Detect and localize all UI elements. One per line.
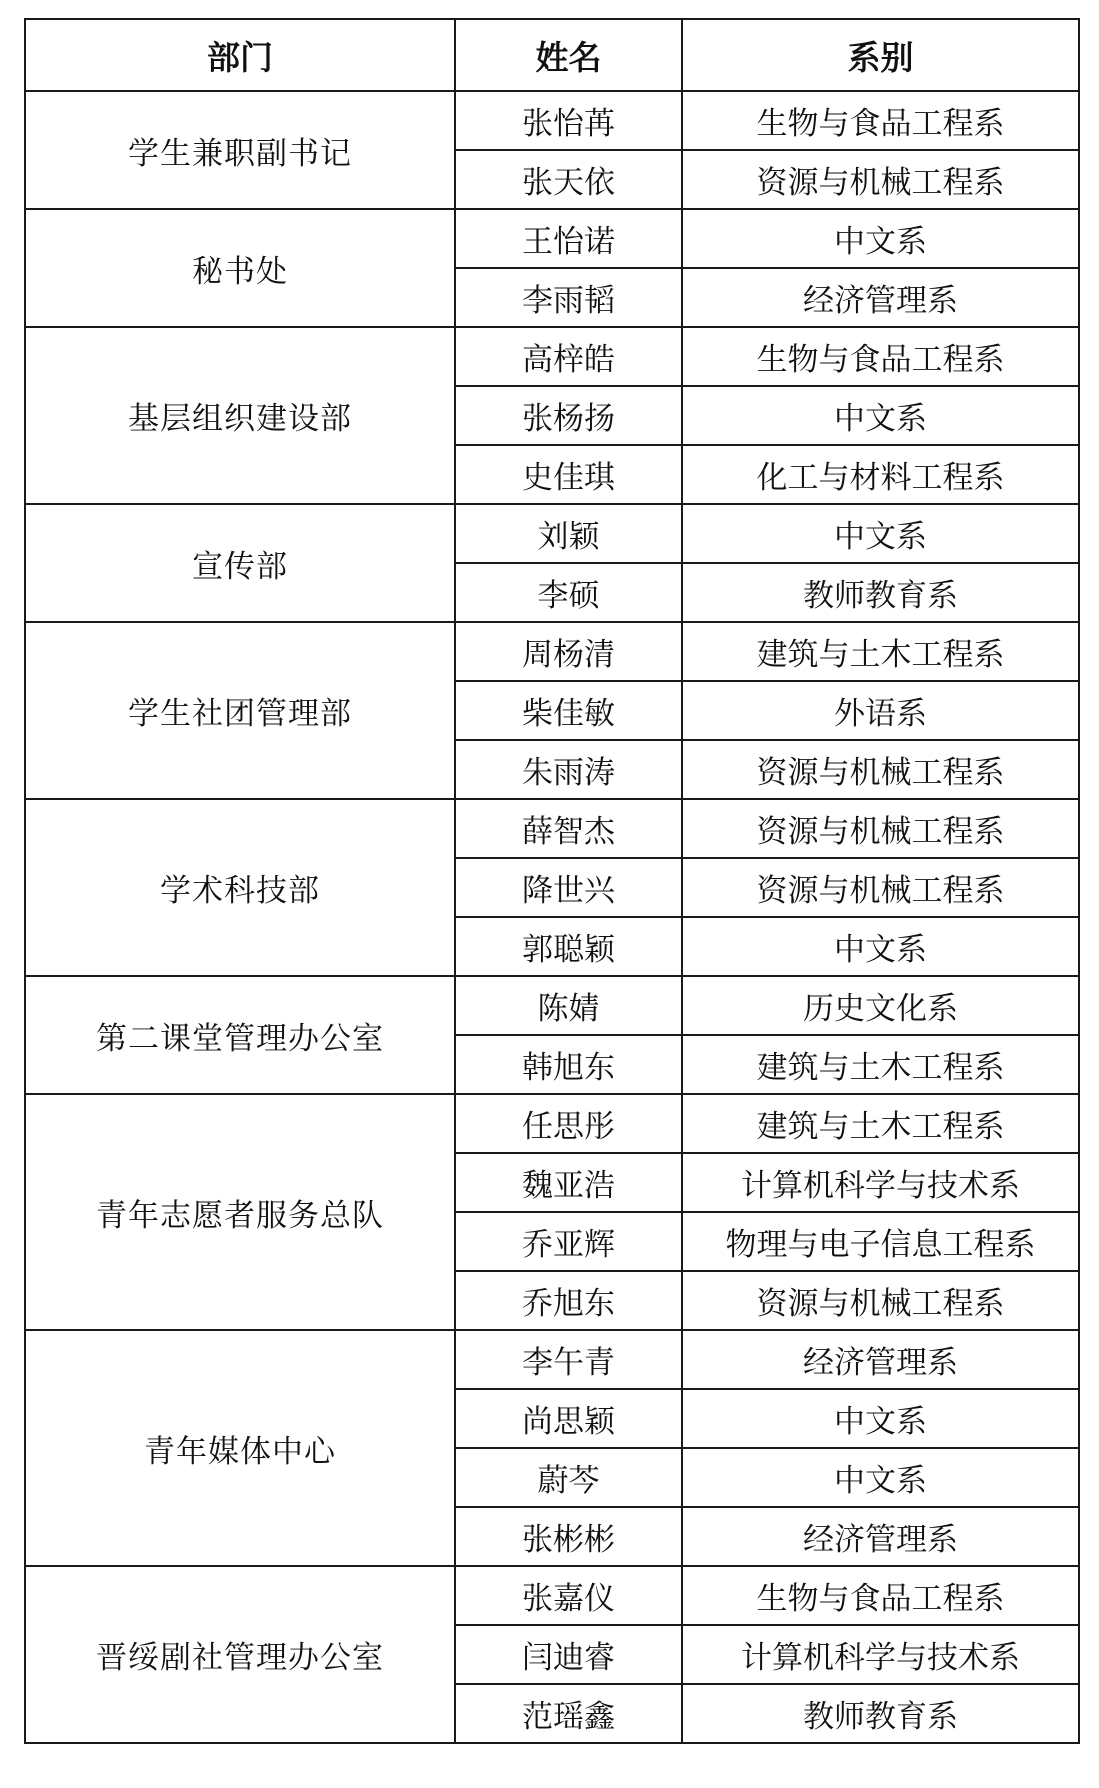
table-row	[25, 91, 1079, 150]
member-name-cell: 李硕	[455, 563, 682, 622]
member-name-cell: 闫迪睿	[455, 1625, 682, 1684]
member-major-cell: 建筑与土木工程系	[682, 1094, 1079, 1153]
member-major-cell: 建筑与土木工程系	[682, 622, 1079, 681]
department-cell: 青年志愿者服务总队	[25, 1094, 455, 1330]
member-name-cell: 张天依	[455, 150, 682, 209]
member-name-cell: 朱雨涛	[455, 740, 682, 799]
table-row	[25, 976, 1079, 1035]
header-dept: 部门	[25, 19, 455, 91]
member-name-cell: 范瑶鑫	[455, 1684, 682, 1743]
member-name-cell: 尚思颖	[455, 1389, 682, 1448]
header-row	[25, 19, 1079, 91]
member-major-cell: 生物与食品工程系	[682, 327, 1079, 386]
member-major-cell: 外语系	[682, 681, 1079, 740]
member-name-cell: 张怡苒	[455, 91, 682, 150]
member-name-cell: 柴佳敏	[455, 681, 682, 740]
member-major-cell: 经济管理系	[682, 268, 1079, 327]
member-name-cell: 张杨扬	[455, 386, 682, 445]
member-major-cell: 中文系	[682, 1389, 1079, 1448]
department-cell: 学生兼职副书记	[25, 91, 455, 209]
department-cell: 学生社团管理部	[25, 622, 455, 799]
member-major-cell: 化工与材料工程系	[682, 445, 1079, 504]
member-major-cell: 中文系	[682, 386, 1079, 445]
member-major-cell: 物理与电子信息工程系	[682, 1212, 1079, 1271]
member-name-cell: 刘颖	[455, 504, 682, 563]
department-cell: 学术科技部	[25, 799, 455, 976]
member-major-cell: 资源与机械工程系	[682, 858, 1079, 917]
member-name-cell: 薛智杰	[455, 799, 682, 858]
member-name-cell: 降世兴	[455, 858, 682, 917]
member-major-cell: 生物与食品工程系	[682, 1566, 1079, 1625]
member-major-cell: 建筑与土木工程系	[682, 1035, 1079, 1094]
member-name-cell: 魏亚浩	[455, 1153, 682, 1212]
member-name-cell: 蔚芩	[455, 1448, 682, 1507]
member-major-cell: 经济管理系	[682, 1330, 1079, 1389]
roster-sheet	[24, 18, 1078, 1744]
roster-body	[25, 91, 1079, 1743]
department-cell: 宣传部	[25, 504, 455, 622]
table-row	[25, 209, 1079, 268]
member-major-cell: 历史文化系	[682, 976, 1079, 1035]
member-name-cell: 李雨韬	[455, 268, 682, 327]
member-name-cell: 张彬彬	[455, 1507, 682, 1566]
table-row	[25, 504, 1079, 563]
table-row	[25, 1330, 1079, 1389]
member-major-cell: 计算机科学与技术系	[682, 1625, 1079, 1684]
table-row	[25, 1566, 1079, 1625]
member-name-cell: 张嘉仪	[455, 1566, 682, 1625]
member-name-cell: 韩旭东	[455, 1035, 682, 1094]
member-name-cell: 任思彤	[455, 1094, 682, 1153]
table-row	[25, 327, 1079, 386]
member-major-cell: 资源与机械工程系	[682, 799, 1079, 858]
member-major-cell: 资源与机械工程系	[682, 740, 1079, 799]
member-name-cell: 史佳琪	[455, 445, 682, 504]
table-row	[25, 1094, 1079, 1153]
header-name: 姓名	[455, 19, 682, 91]
roster-table	[24, 18, 1080, 1744]
member-major-cell: 生物与食品工程系	[682, 91, 1079, 150]
member-name-cell: 乔亚辉	[455, 1212, 682, 1271]
member-name-cell: 陈婧	[455, 976, 682, 1035]
member-major-cell: 中文系	[682, 1448, 1079, 1507]
member-major-cell: 中文系	[682, 504, 1079, 563]
header-major: 系别	[682, 19, 1079, 91]
member-major-cell: 教师教育系	[682, 563, 1079, 622]
department-cell: 第二课堂管理办公室	[25, 976, 455, 1094]
department-cell: 秘书处	[25, 209, 455, 327]
member-name-cell: 周杨清	[455, 622, 682, 681]
table-row	[25, 622, 1079, 681]
department-cell: 基层组织建设部	[25, 327, 455, 504]
member-major-cell: 教师教育系	[682, 1684, 1079, 1743]
member-major-cell: 计算机科学与技术系	[682, 1153, 1079, 1212]
member-name-cell: 王怡诺	[455, 209, 682, 268]
member-major-cell: 中文系	[682, 917, 1079, 976]
member-major-cell: 资源与机械工程系	[682, 1271, 1079, 1330]
member-name-cell: 李午青	[455, 1330, 682, 1389]
member-major-cell: 中文系	[682, 209, 1079, 268]
department-cell: 青年媒体中心	[25, 1330, 455, 1566]
department-cell: 晋绥剧社管理办公室	[25, 1566, 455, 1743]
member-major-cell: 经济管理系	[682, 1507, 1079, 1566]
table-row	[25, 799, 1079, 858]
member-name-cell: 郭聪颖	[455, 917, 682, 976]
member-name-cell: 高梓皓	[455, 327, 682, 386]
member-major-cell: 资源与机械工程系	[682, 150, 1079, 209]
bottom-edge	[24, 1768, 1078, 1788]
member-name-cell: 乔旭东	[455, 1271, 682, 1330]
